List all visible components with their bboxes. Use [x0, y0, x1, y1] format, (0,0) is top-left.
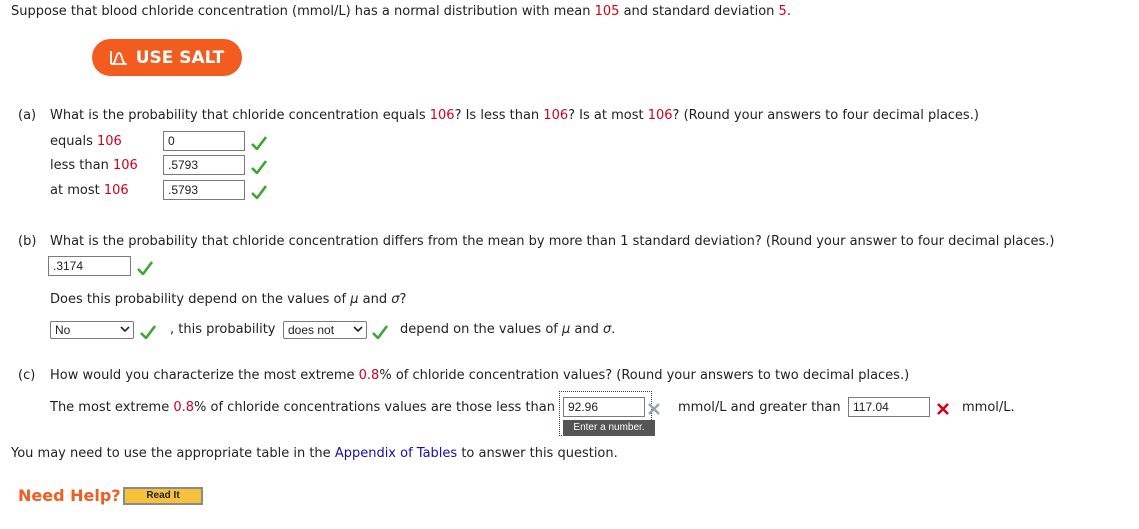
part-c-letter: (c)	[18, 368, 36, 383]
use-salt-label: USE SALT	[135, 47, 225, 68]
chevron-down-icon	[353, 324, 363, 334]
chevron-down-icon	[120, 324, 130, 334]
does-not-select[interactable]: does not	[283, 321, 367, 339]
part-b-answer-input[interactable]: .3174	[48, 256, 131, 276]
depend-end-text: depend on the values of μ and σ.	[400, 322, 616, 337]
less-than-value-input[interactable]: 92.96	[563, 397, 645, 417]
less-than-input[interactable]: .5793	[163, 155, 245, 175]
check-icon	[251, 185, 267, 199]
this-probability-text: , this probability	[170, 322, 276, 337]
read-it-button[interactable]: Read It	[123, 487, 203, 505]
sd-value: 5	[778, 4, 787, 19]
extreme-line-text: The most extreme 0.8% of chloride concentrations values are those less than	[50, 400, 556, 415]
check-icon	[372, 325, 388, 339]
part-c-question: How would you characterize the most extreme 0.8% of chloride concentration values? (Round your answers to two decimal places.)	[50, 368, 910, 383]
appendix-link[interactable]: Appendix of Tables	[334, 446, 458, 461]
equals-label: equals 106	[50, 134, 122, 149]
less-than-label: less than 106	[50, 158, 138, 173]
unit-mid-text: mmol/L and greater than	[678, 400, 841, 415]
problem-intro: Suppose that blood chloride concentration (mmol/L) has a normal distribution with mean 105 and standard deviation 5.	[11, 4, 791, 19]
check-icon	[137, 261, 153, 275]
at-most-input[interactable]: .5793	[163, 180, 245, 200]
greater-than-value-input[interactable]: 117.04	[848, 397, 930, 417]
part-a-letter: (a)	[18, 108, 37, 123]
part-a-question: What is the probability that chloride concentration equals 106? Is less than 106? Is at most 106? (Round your answers to four decimal places.)	[50, 108, 979, 123]
mean-value: 105	[594, 4, 620, 19]
check-icon	[251, 136, 267, 150]
part-b-question: What is the probability that chloride concentration differs from the mean by more than 1 standard deviation? (Round your answer to four decimal places.)	[50, 234, 1055, 249]
depend-select[interactable]: No	[50, 321, 134, 339]
equals-input[interactable]: 0	[163, 131, 245, 151]
at-most-label: at most 106	[50, 183, 129, 198]
x-mark-icon	[647, 402, 661, 416]
salt-graph-icon	[110, 50, 128, 66]
need-help-label: Need Help?	[18, 486, 121, 505]
use-salt-button[interactable]	[92, 39, 242, 76]
appendix-note: You may need to use the appropriate table in the Appendix of Tables to answer this question.	[11, 446, 618, 461]
check-icon	[140, 325, 156, 339]
unit-end-text: mmol/L.	[962, 400, 1015, 415]
depend-question: Does this probability depend on the values of μ and σ?	[50, 292, 407, 307]
check-icon	[251, 160, 267, 174]
part-b-letter: (b)	[18, 234, 37, 249]
x-mark-icon	[936, 402, 950, 416]
enter-number-tooltip: Enter a number.	[563, 420, 655, 436]
